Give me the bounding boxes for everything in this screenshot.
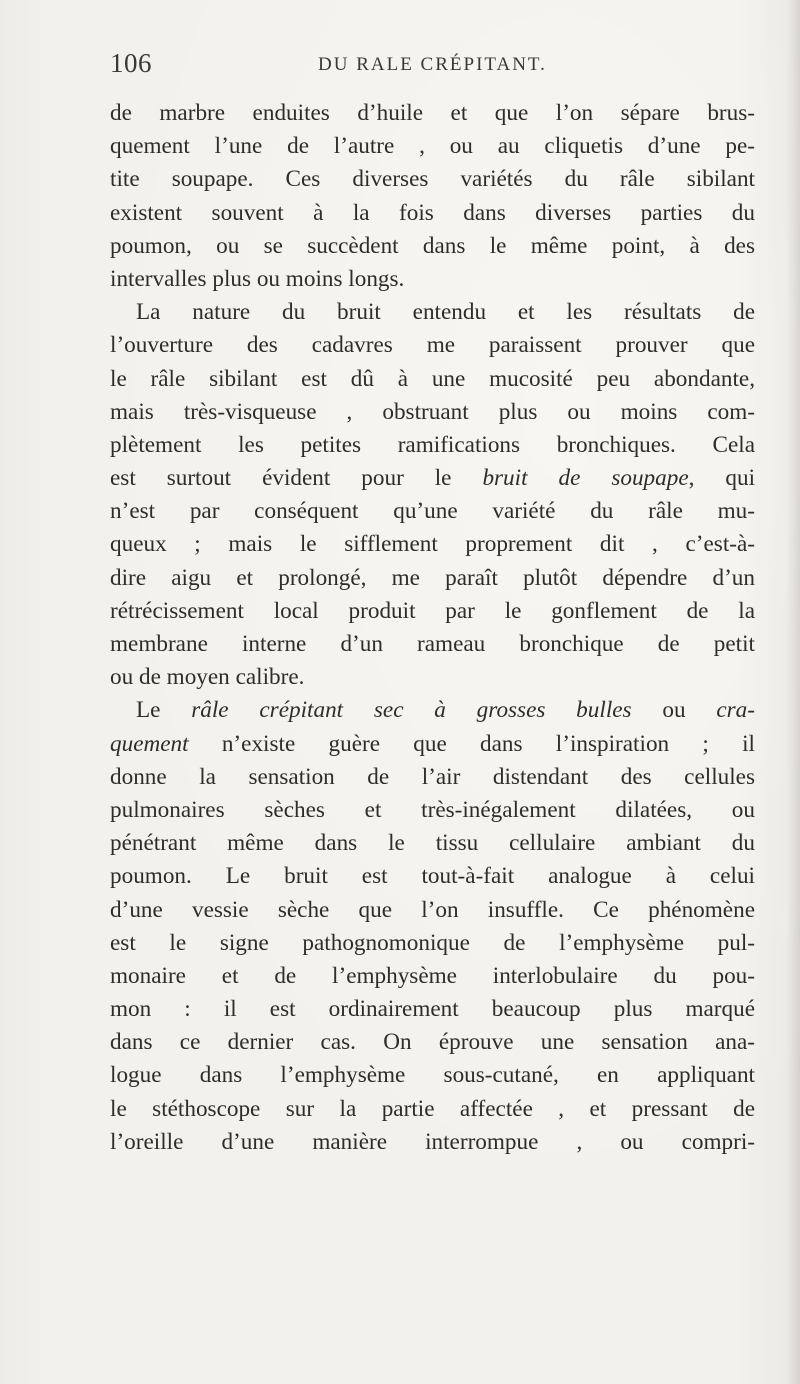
text-run: dire aigu et prolongé, me paraît plutôt dépendre d’un: [110, 564, 755, 591]
text-line: [110, 296, 755, 329]
text-line: [110, 1026, 755, 1059]
text-run: queux ; mais le sifflement proprement dit , c’est-à-: [110, 531, 755, 558]
text-line: [110, 528, 755, 561]
text-line: [110, 628, 755, 661]
text-run: est surtout évident pour le: [110, 465, 483, 492]
text-line: [110, 230, 755, 263]
text-run: pénétrant même dans le tissu cellulaire ambiant du: [110, 830, 755, 857]
text-run: le râle sibilant est dû à une mucosité peu abondante,: [110, 365, 755, 392]
text-line: [110, 595, 755, 628]
text-line: [110, 197, 755, 230]
text-line: [110, 960, 755, 993]
text-run: de marbre enduites d’huile et que l’on sépare brus-: [110, 100, 755, 126]
text-line: [110, 1126, 755, 1159]
text-run: ou de moyen calibre.: [110, 664, 305, 691]
text-run: dans ce dernier cas. On éprouve une sensation ana-: [110, 1029, 755, 1056]
text-run: d’une vessie sèche que l’on insuffle. Ce phénomène: [110, 896, 755, 923]
text-run: pulmonaires sèches et très-inégalement dilatées, ou: [110, 796, 755, 823]
text-line: [110, 562, 755, 595]
text-run: existent souvent à la fois dans diverses parties du: [110, 199, 755, 226]
text-run: intervalles plus ou moins longs.: [110, 265, 405, 292]
text-run: n’est par conséquent qu’une variété du râle mu-: [110, 498, 755, 525]
text-run: poumon. Le bruit est tout-à-fait analogue à celui: [110, 863, 755, 890]
text-run: donne la sensation de l’air distendant des cellules: [110, 763, 755, 790]
text-run: n’existe guère que dans l’inspiration ; il: [188, 730, 755, 757]
text-run: le stéthoscope sur la partie affectée , et pressant de: [110, 1095, 755, 1122]
text-run: est le signe pathognomonique de l’emphysème pul-: [110, 929, 755, 956]
text-line: [110, 661, 755, 694]
text-run: membrane interne d’un rameau bronchique de petit: [110, 631, 755, 657]
text-line: [110, 860, 755, 893]
running-head: DU RALE CRÉPITANT.: [318, 54, 547, 75]
page-edge-shadow: [786, 0, 800, 1384]
text-line: [110, 927, 755, 960]
text-run: l’ouverture des cadavres me paraissent prouver que: [110, 332, 755, 359]
text-line: [110, 894, 755, 927]
italic-run: bruit de soupape: [482, 465, 689, 492]
page-number: 106: [110, 48, 152, 78]
page-header: [110, 48, 750, 88]
text-line: [110, 163, 755, 196]
text-line: [110, 694, 755, 727]
text-run: rétrécissement local produit par le gonflement de la: [110, 597, 755, 624]
text-run: logue dans l’emphysème sous-cutané, en appliquant: [110, 1062, 755, 1089]
text-line: [110, 130, 755, 163]
text-line: [110, 329, 755, 362]
text-line: [110, 495, 755, 528]
text-run: monaire et de l’emphysème interlobulaire du pou-: [110, 962, 755, 989]
text-line: [110, 1093, 755, 1126]
text-line: [110, 993, 755, 1026]
text-line: [110, 462, 755, 495]
body-text: [110, 97, 755, 1159]
text-run: ou: [631, 697, 717, 724]
text-line: [110, 97, 755, 130]
text-run: La nature du bruit entendu et les résultats de: [136, 299, 755, 326]
text-line: [110, 1059, 755, 1092]
text-line: [110, 396, 755, 429]
text-line: [110, 827, 755, 860]
text-run: poumon, ou se succèdent dans le même point, à des: [110, 232, 755, 259]
text-run: tite soupape. Ces diverses variétés du râle sibilant: [110, 166, 755, 193]
text-line: [110, 794, 755, 827]
text-run: mais très-visqueuse , obstruant plus ou moins com-: [110, 398, 755, 425]
text-line: [110, 363, 755, 396]
text-run: plètement les petites ramifications bronchiques. Cela: [110, 431, 755, 458]
text-line: [110, 429, 755, 462]
text-line: [110, 263, 755, 296]
text-line: [110, 761, 755, 794]
text-run: mon : il est ordinairement beaucoup plus marqué: [110, 996, 755, 1023]
text-run: , qui: [688, 465, 756, 492]
italic-run: quement: [110, 730, 189, 757]
italic-run: cra-: [716, 697, 755, 724]
italic-run: râle crépitant sec à grosses bulles: [191, 697, 632, 724]
text-line: [110, 728, 755, 761]
text-run: quement l’une de l’autre , ou au cliquetis d’une pe-: [110, 133, 755, 160]
text-run: Le: [136, 697, 192, 724]
text-run: l’oreille d’une manière interrompue , ou compri-: [110, 1128, 755, 1155]
